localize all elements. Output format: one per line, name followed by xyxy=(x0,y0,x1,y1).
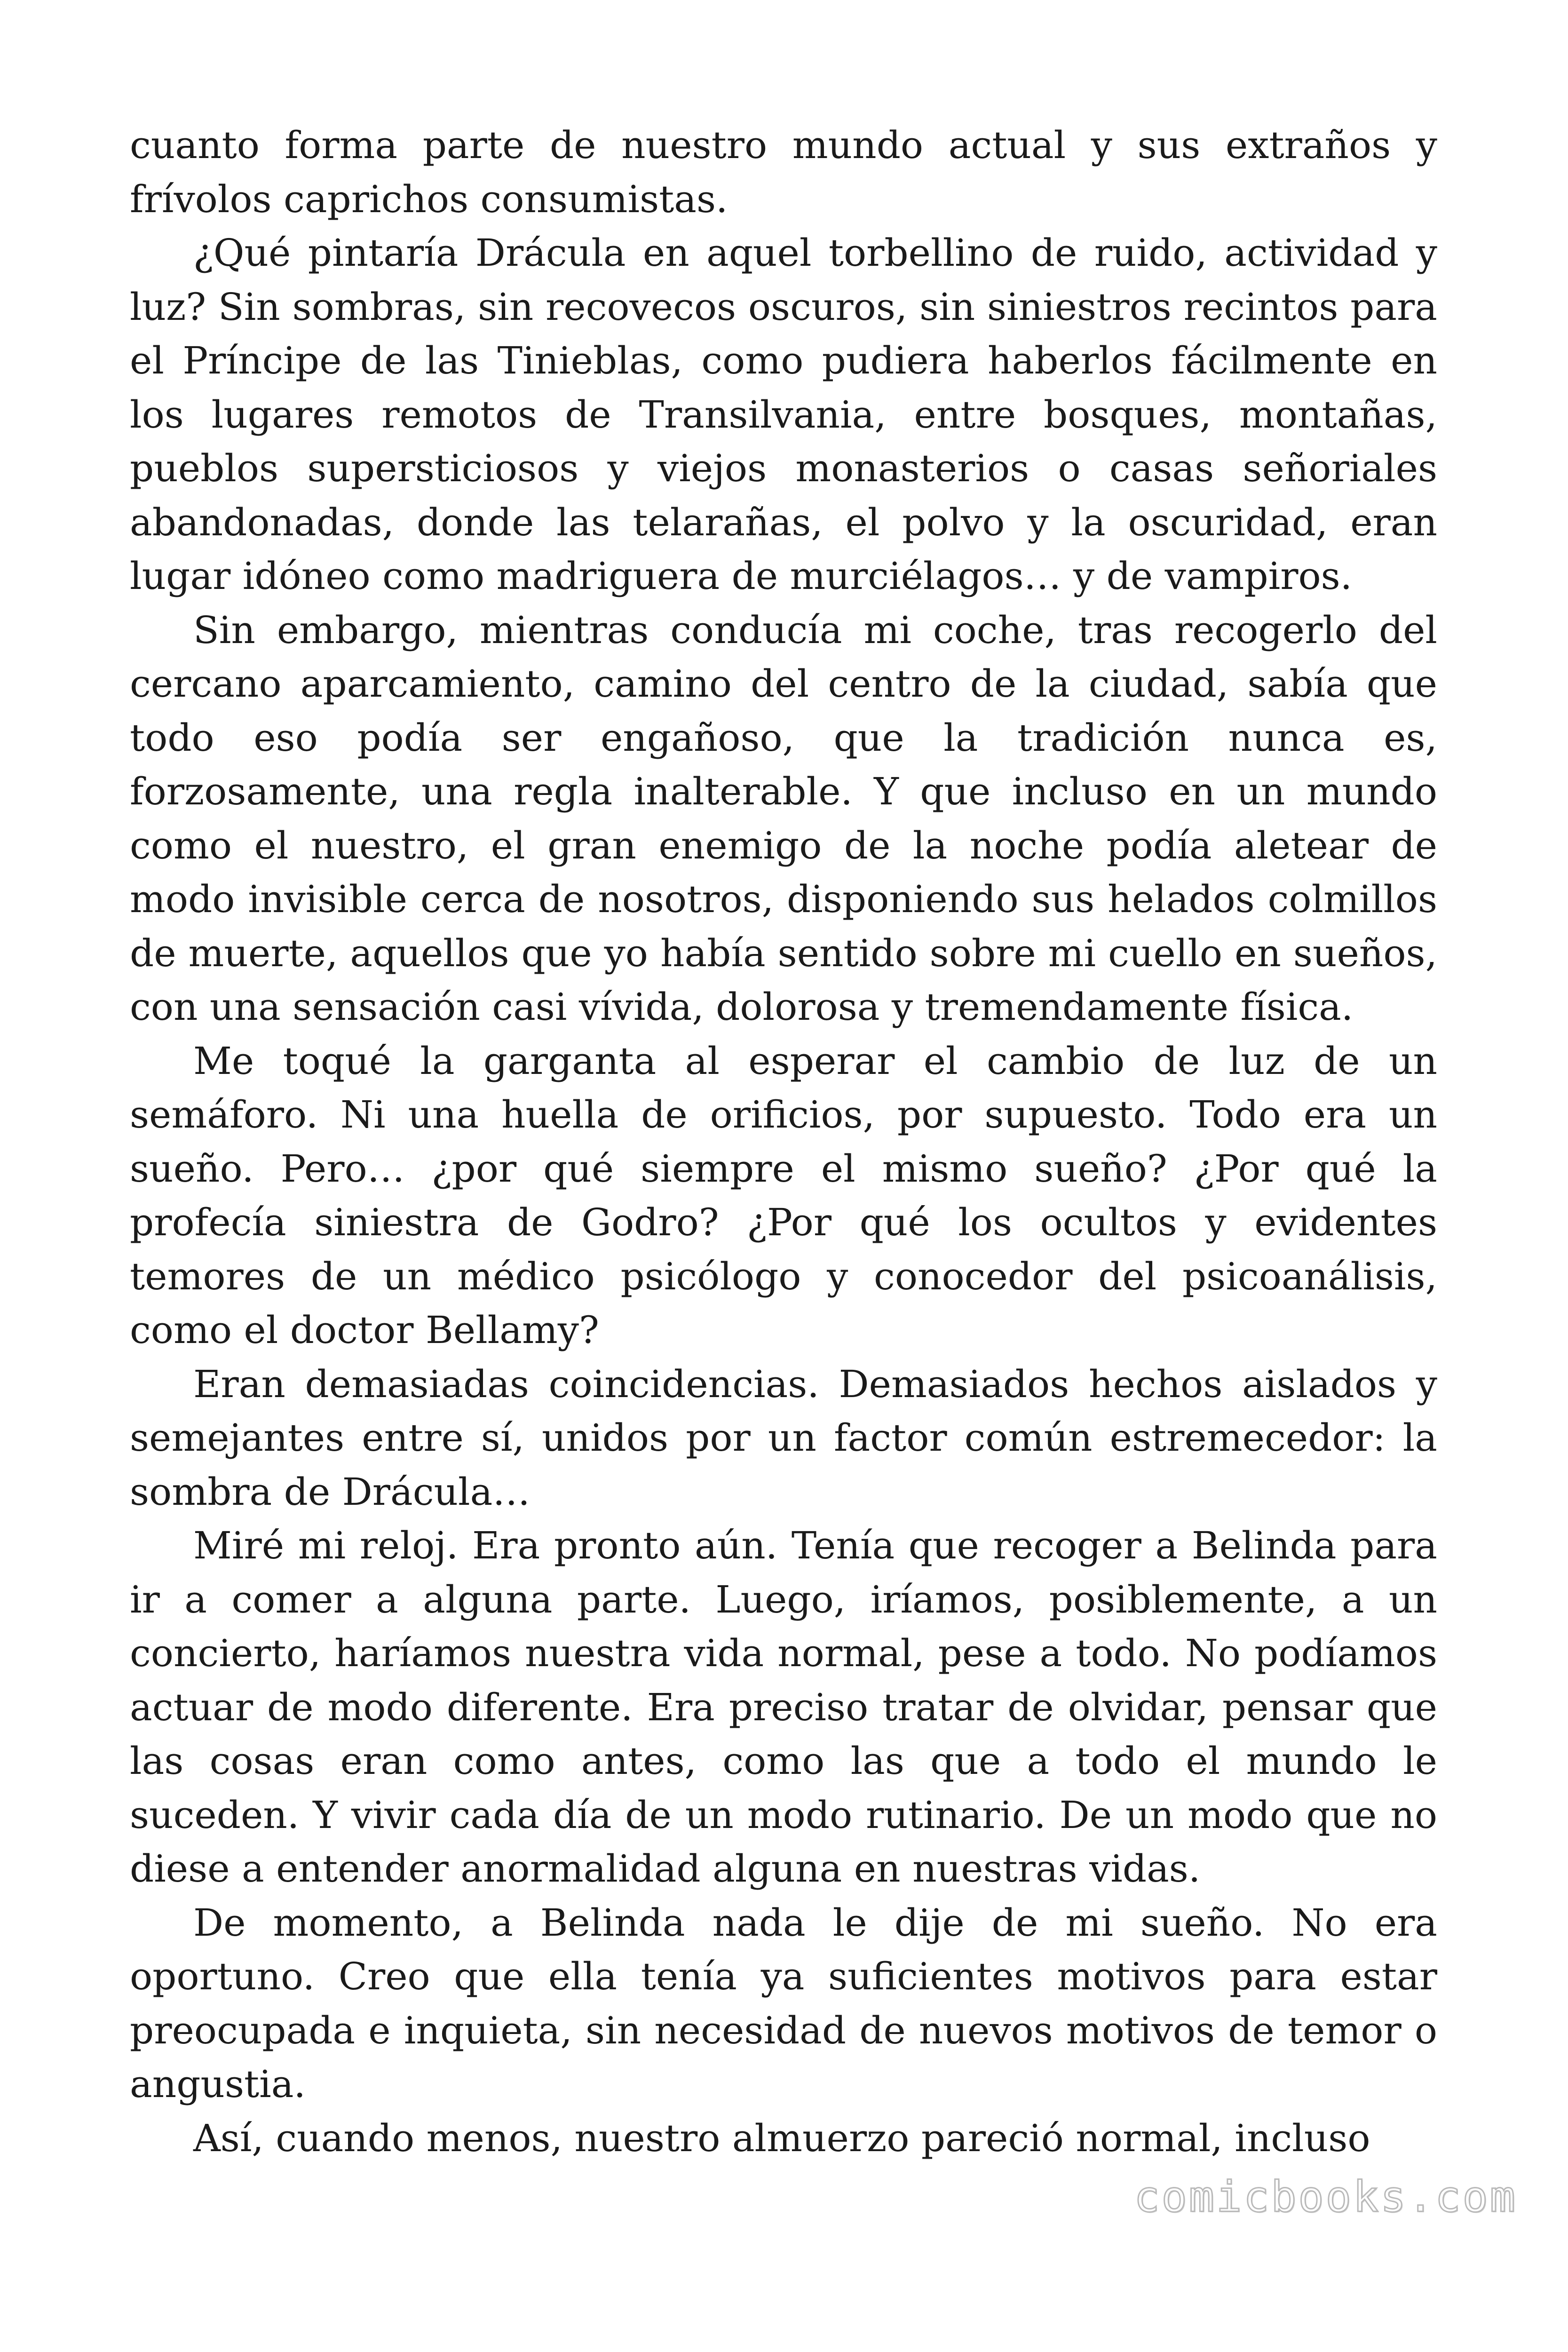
paragraph: ¿Qué pintaría Drácula en aquel torbellino de ruido, actividad y luz? Sin sombras, sin recovecos oscuros, sin siniestros recintos para el Príncipe de las Tinieblas, como pudiera haberlos fácilmente en los lugares remotos de Transilvania, entre bosques, montañas, pueblos supersticiosos y viejos monasterios o casas señoriales abandonadas, donde las telarañas, el polvo y la oscuridad, eran lugar idóneo como madriguera de murciélagos… y de vampiros. xyxy=(130,231,1437,598)
paragraph: Miré mi reloj. Era pronto aún. Tenía que recoger a Belinda para ir a comer a alguna parte. Luego, iríamos, posiblemente, a un concierto, haríamos nuestra vida normal, pese a todo. No podíamos actuar de modo diferente. Era preciso tratar de olvidar, pensar que las cosas eran como antes, como las que a todo el mundo le suceden. Y vivir cada día de un modo rutinario. De un modo que no diese a entender anormalidad alguna en nuestras vidas. xyxy=(130,1524,1437,1891)
watermark: comicbooks.com xyxy=(1134,2172,1517,2222)
body-text xyxy=(130,119,1437,2165)
paragraph: Eran demasiadas coincidencias. Demasiados hechos aislados y semejantes entre sí, unidos por un factor común estremecedor: la sombra de Drácula… xyxy=(130,1362,1437,1514)
paragraph: Así, cuando menos, nuestro almuerzo pareció normal, incluso xyxy=(193,2116,1370,2160)
paragraph: De momento, a Belinda nada le dije de mi sueño. No era oportuno. Creo que ella tenía ya suficientes motivos para estar preocupada e inquieta, sin necesidad de nuevos motivos de temor o angustia. xyxy=(130,1900,1437,2106)
paragraph: cuanto forma parte de nuestro mundo actual y sus extraños y frívolos caprichos consumistas. xyxy=(130,123,1437,221)
paragraph: Sin embargo, mientras conducía mi coche, tras recogerlo del cercano aparcamiento, camino del centro de la ciudad, sabía que todo eso podía ser engañoso, que la tradición nunca es, forzosamente, una regla inalterable. Y que incluso en un mundo como el nuestro, el gran enemigo de la noche podía aletear de modo invisible cerca de nosotros, disponiendo sus helados colmillos de muerte, aquellos que yo había sentido sobre mi cuello en sueños, con una sensación casi vívida, dolorosa y tremendamente física. xyxy=(130,608,1437,1029)
paragraph: Me toqué la garganta al esperar el cambio de luz de un semáforo. Ni una huella de orificios, por supuesto. Todo era un sueño. Pero… ¿por qué siempre el mismo sueño? ¿Por qué la profecía siniestra de Godro? ¿Por qué los ocultos y evidentes temores de un médico psicólogo y conocedor del psicoanálisis, como el doctor Bellamy? xyxy=(130,1039,1437,1352)
